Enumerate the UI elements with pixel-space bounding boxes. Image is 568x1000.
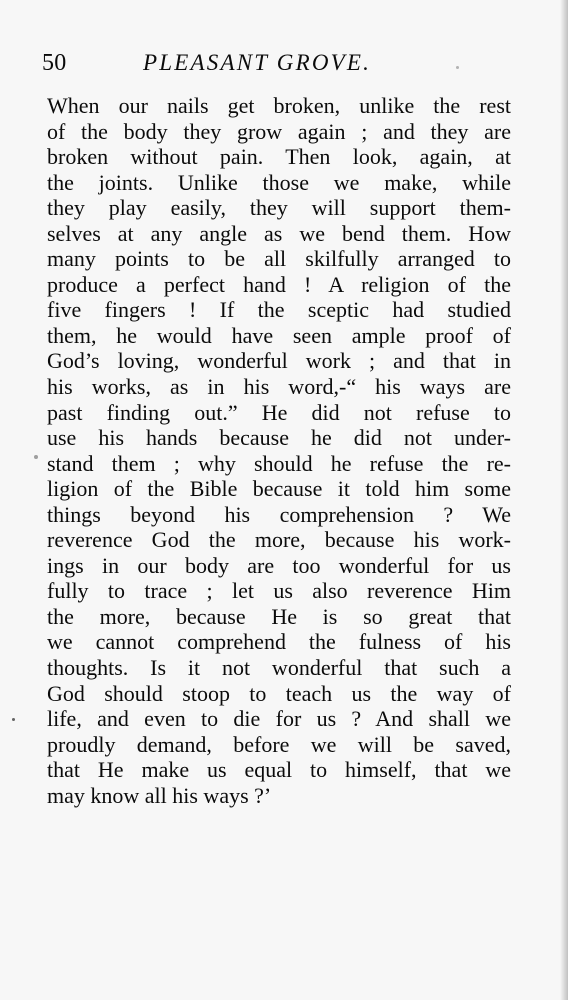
text-line: selves at any angle as we bend them. How: [47, 220, 511, 246]
text-line: stand them ; why should he refuse the re-: [47, 450, 511, 476]
text-line: God’s loving, wonderful work ; and that in: [47, 348, 511, 374]
text-line: the joints. Unlike those we make, while: [47, 169, 511, 195]
text-line: them, he would have seen ample proof of: [47, 322, 511, 348]
text-line: proudly demand, before we will be saved,: [47, 731, 511, 757]
text-line: use his hands because he did not under-: [47, 425, 511, 451]
text-line: broken without pain. Then look, again, at: [47, 144, 511, 170]
text-line: his works, as in his word,-“ his ways are: [47, 374, 511, 400]
text-line: of the body they grow again ; and they are: [47, 118, 511, 144]
text-line: five fingers ! If the sceptic had studied: [47, 297, 511, 323]
text-line: ligion of the Bible because it told him some: [47, 476, 511, 502]
text-line: life, and even to die for us ? And shall we: [47, 706, 511, 732]
print-speck: [456, 66, 459, 69]
text-line: reverence God the more, because his work-: [47, 527, 511, 553]
text-line: When our nails get broken, unlike the rest: [47, 93, 511, 118]
running-title: PLEASANT GROVE.: [143, 50, 372, 75]
page-edge-shadow: [560, 0, 568, 1000]
body-text: [47, 93, 511, 808]
text-line: that He make us equal to himself, that we: [47, 757, 511, 783]
text-line: things beyond his comprehension ? We: [47, 501, 511, 527]
text-line: past finding out.” He did not refuse to: [47, 399, 511, 425]
page-header: [42, 44, 532, 78]
page-number: 50: [42, 50, 67, 76]
text-line: fully to trace ; let us also reverence Him: [47, 578, 511, 604]
text-line: they play easily, they will support them-: [47, 195, 511, 221]
text-line: many points to be all skilfully arranged to: [47, 246, 511, 272]
text-line: we cannot comprehend the fulness of his: [47, 629, 511, 655]
text-line: produce a perfect hand ! A religion of the: [47, 271, 511, 297]
text-line: the more, because He is so great that: [47, 603, 511, 629]
text-line: ings in our body are too wonderful for us: [47, 552, 511, 578]
print-speck: [34, 455, 38, 459]
text-line-last: may know all his ways ?’: [47, 782, 272, 808]
print-speck: [12, 718, 15, 721]
text-line: God should stoop to teach us the way of: [47, 680, 511, 706]
text-line: thoughts. Is it not wonderful that such a: [47, 655, 511, 681]
